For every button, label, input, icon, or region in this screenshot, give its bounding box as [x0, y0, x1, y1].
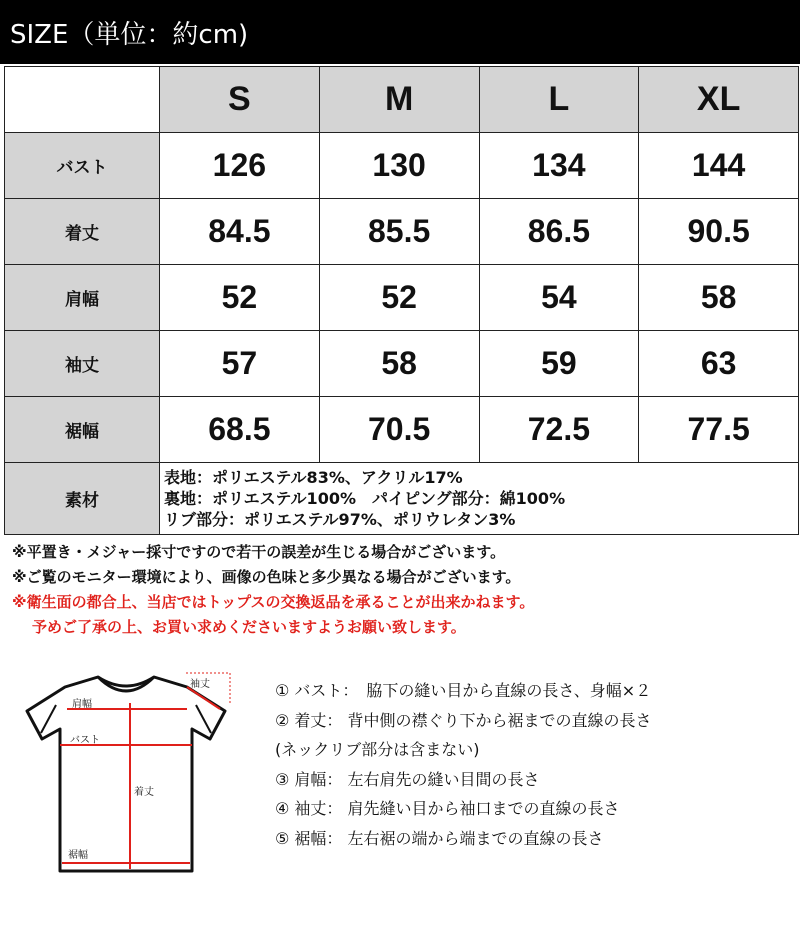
row-label-shoulder: 肩幅 — [5, 265, 160, 331]
note-line: ※平置き・メジャー採寸ですので若干の誤差が生じる場合がございます。 — [12, 543, 506, 561]
tshirt-outline — [27, 677, 225, 871]
legend-item: ② 着丈： 背中側の襟ぐり下から裾までの直線の長さ — [275, 710, 652, 730]
table-cell: 54 — [479, 265, 639, 331]
table-row — [5, 397, 799, 463]
table-cell: 63 — [639, 331, 799, 397]
table-cell: 77.5 — [639, 397, 799, 463]
table-cell: 90.5 — [639, 199, 799, 265]
legend-item: ① バスト： 脇下の縫い目から直線の長さ、身幅×２ — [275, 681, 652, 700]
table-cell: 52 — [160, 265, 320, 331]
legend-item: (ネックリブ部分は含まない) — [275, 740, 480, 759]
table-cell: 59 — [479, 331, 639, 397]
material-line: リブ部分：ポリエステル97%、ポリウレタン3% — [164, 510, 516, 529]
row-label-bust: バスト — [5, 133, 160, 199]
label-length: 着丈 — [134, 787, 154, 798]
table-row — [5, 133, 799, 199]
size-header-row — [5, 67, 799, 133]
table-cell: 57 — [160, 331, 320, 397]
measurement-legend — [275, 676, 652, 853]
table-cell: 134 — [479, 133, 639, 199]
notes — [12, 540, 534, 640]
table-cell: 144 — [639, 133, 799, 199]
label-sleeve: 袖丈 — [190, 679, 210, 690]
material-row — [5, 463, 799, 535]
row-label-material: 素材 — [5, 463, 160, 535]
table-cell: 72.5 — [479, 397, 639, 463]
table-cell: 84.5 — [160, 199, 320, 265]
material-line: 裏地：ポリエステル100% パイピング部分：綿100% — [164, 489, 566, 508]
note-line: ※ご覧のモニター環境により、画像の色味と多少異なる場合がございます。 — [12, 568, 521, 586]
table-cell: 58 — [639, 265, 799, 331]
table-cell: 86.5 — [479, 199, 639, 265]
legend-item: ④ 袖丈： 肩先縫い目から袖口までの直線の長さ — [275, 799, 620, 818]
corner-cell — [5, 67, 160, 133]
tshirt-measurement-diagram — [10, 665, 250, 885]
size-col-s: S — [160, 67, 320, 133]
size-col-xl: XL — [639, 67, 799, 133]
size-title: SIZE（単位：約cm) — [10, 19, 249, 50]
size-table — [4, 66, 799, 535]
row-label-length: 着丈 — [5, 199, 160, 265]
size-col-l: L — [479, 67, 639, 133]
note-line-warning: 予めご了承の上、お買い求めくださいますようお願い致します。 — [32, 618, 466, 636]
row-label-hem: 裾幅 — [5, 397, 160, 463]
row-label-sleeve: 袖丈 — [5, 331, 160, 397]
table-cell: 52 — [319, 265, 479, 331]
table-row — [5, 265, 799, 331]
table-row — [5, 199, 799, 265]
table-cell: 70.5 — [319, 397, 479, 463]
label-shoulder: 肩幅 — [72, 699, 92, 710]
table-row — [5, 331, 799, 397]
legend-item: ⑤ 裾幅： 左右裾の端から端までの直線の長さ — [275, 828, 604, 848]
note-line-warning: ※衛生面の都合上、当店ではトップスの交換返品を承ることが出来かねます。 — [12, 593, 535, 611]
label-hem: 裾幅 — [68, 850, 88, 861]
table-cell: 85.5 — [319, 199, 479, 265]
table-cell: 58 — [319, 331, 479, 397]
table-cell: 130 — [319, 133, 479, 199]
table-cell: 68.5 — [160, 397, 320, 463]
material-line: 表地：ポリエステル83%、アクリル17% — [164, 468, 463, 487]
size-col-m: M — [319, 67, 479, 133]
table-cell: 126 — [160, 133, 320, 199]
legend-item: ③ 肩幅： 左右肩先の縫い目間の長さ — [275, 769, 540, 789]
label-bust: バスト — [70, 735, 100, 746]
material-cell — [160, 463, 799, 535]
size-header — [0, 0, 800, 64]
